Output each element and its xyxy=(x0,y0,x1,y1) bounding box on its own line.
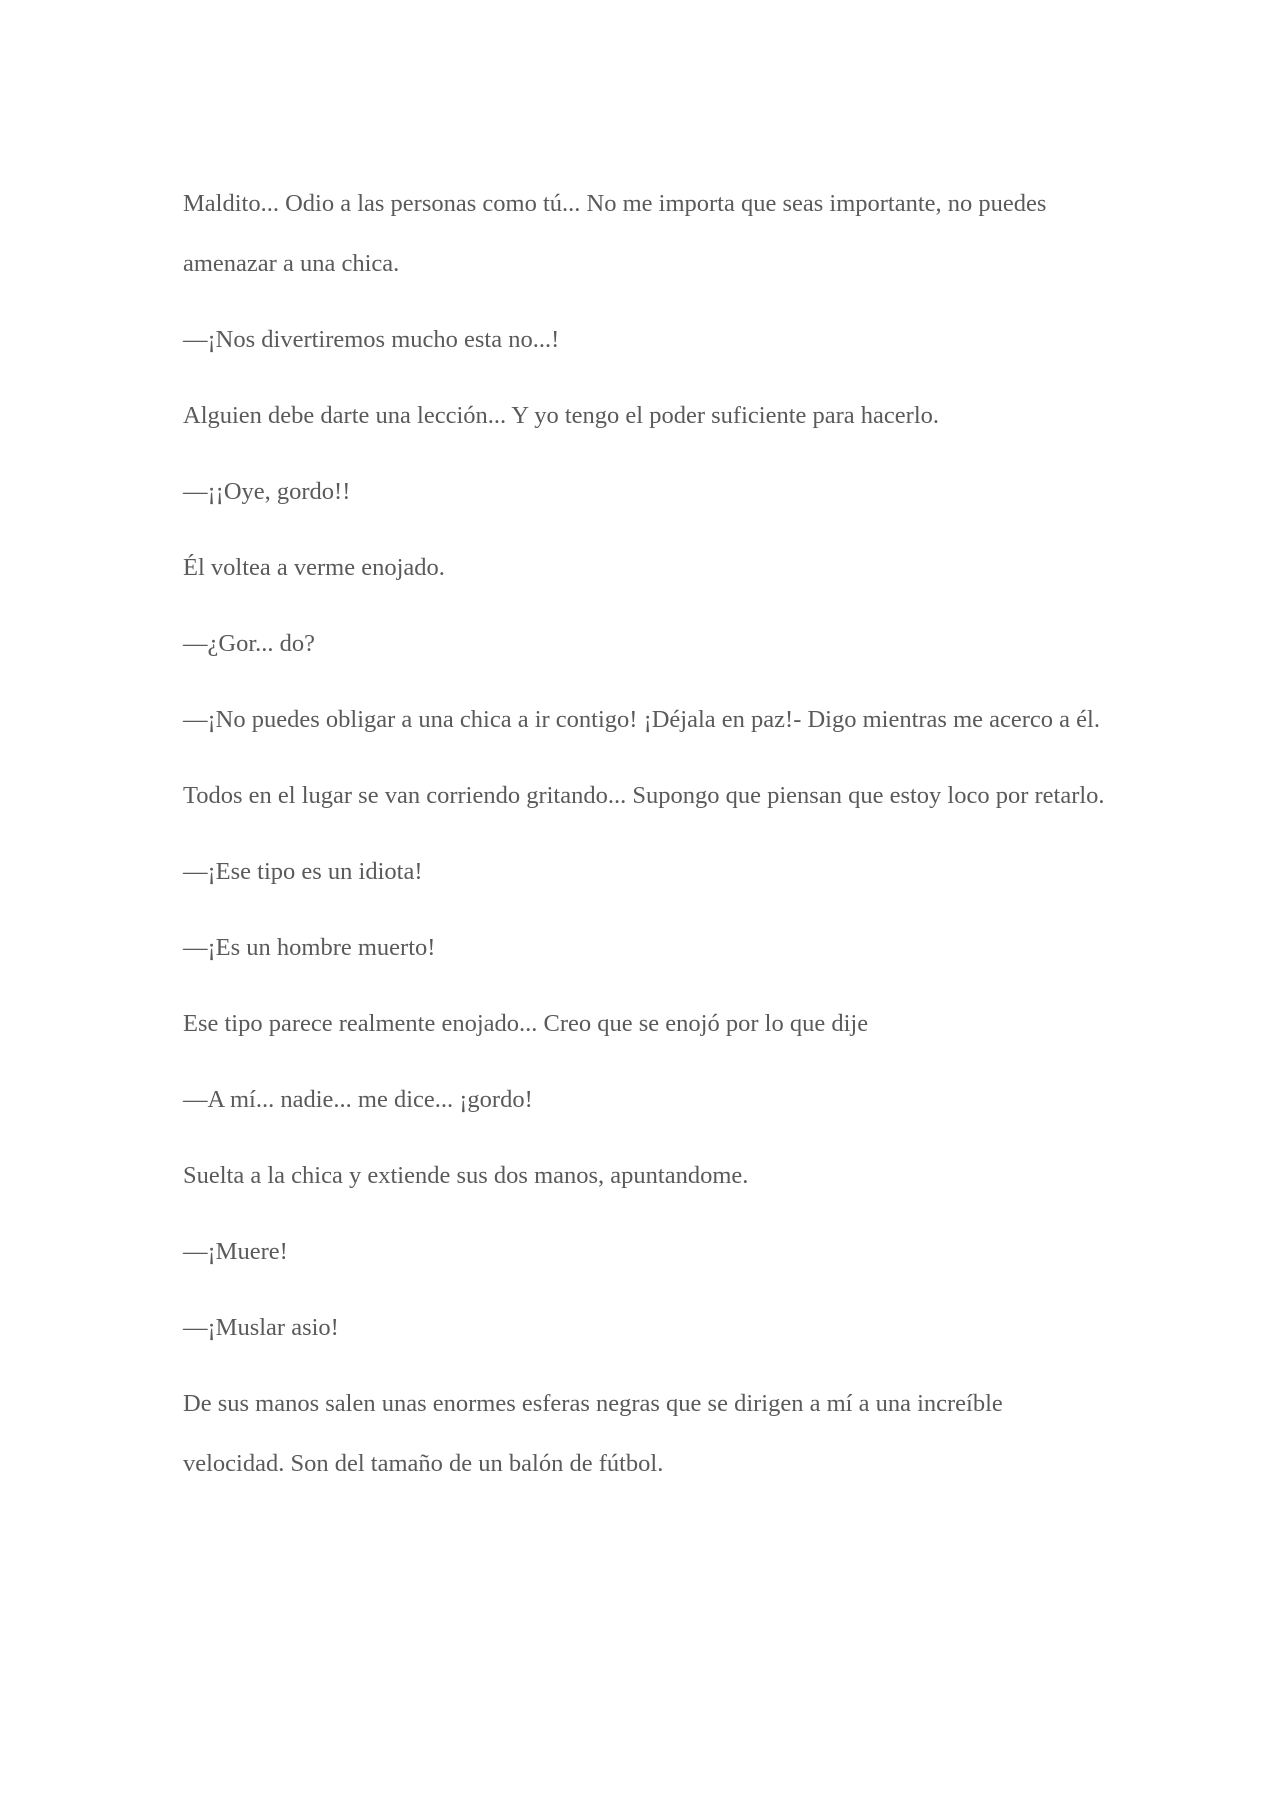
dialogue-line: —¡Es un hombre muerto! xyxy=(183,934,436,961)
dialogue-line: —¡¡Oye, gordo!! xyxy=(183,478,351,505)
dialogue-line: —¡Muslar asio! xyxy=(183,1314,339,1341)
paragraph: Todos en el lugar se van corriendo gritando... Supongo que piensan que estoy loco por retarlo. xyxy=(183,782,1105,809)
dialogue-line: —¡Ese tipo es un idiota! xyxy=(183,858,423,885)
paragraph: Ese tipo parece realmente enojado... Creo que se enojó por lo que dije xyxy=(183,1010,869,1037)
paragraph: De sus manos salen unas enormes esferas negras que se dirigen a mí a una increíble velocidad. Son del tamaño de un balón de fútbol. xyxy=(183,1390,1003,1477)
paragraph: Suelta a la chica y extiende sus dos manos, apuntandome. xyxy=(183,1162,749,1189)
paragraph: Alguien debe darte una lección... Y yo tengo el poder suficiente para hacerlo. xyxy=(183,402,940,429)
dialogue-line: —¡Nos divertiremos mucho esta no...! xyxy=(183,326,560,353)
dialogue-line: —A mí... nadie... me dice... ¡gordo! xyxy=(183,1086,533,1113)
body-text xyxy=(183,174,1108,1510)
paragraph: Maldito... Odio a las personas como tú... No me importa que seas importante, no puedes amenazar a una chica. xyxy=(183,190,1047,277)
dialogue-line: —¿Gor... do? xyxy=(183,630,315,657)
dialogue-line: —¡No puedes obligar a una chica a ir contigo! ¡Déjala en paz!- Digo mientras me acerco a él. xyxy=(183,706,1100,733)
dialogue-line: —¡Muere! xyxy=(183,1238,288,1265)
paragraph: Él voltea a verme enojado. xyxy=(183,554,445,581)
